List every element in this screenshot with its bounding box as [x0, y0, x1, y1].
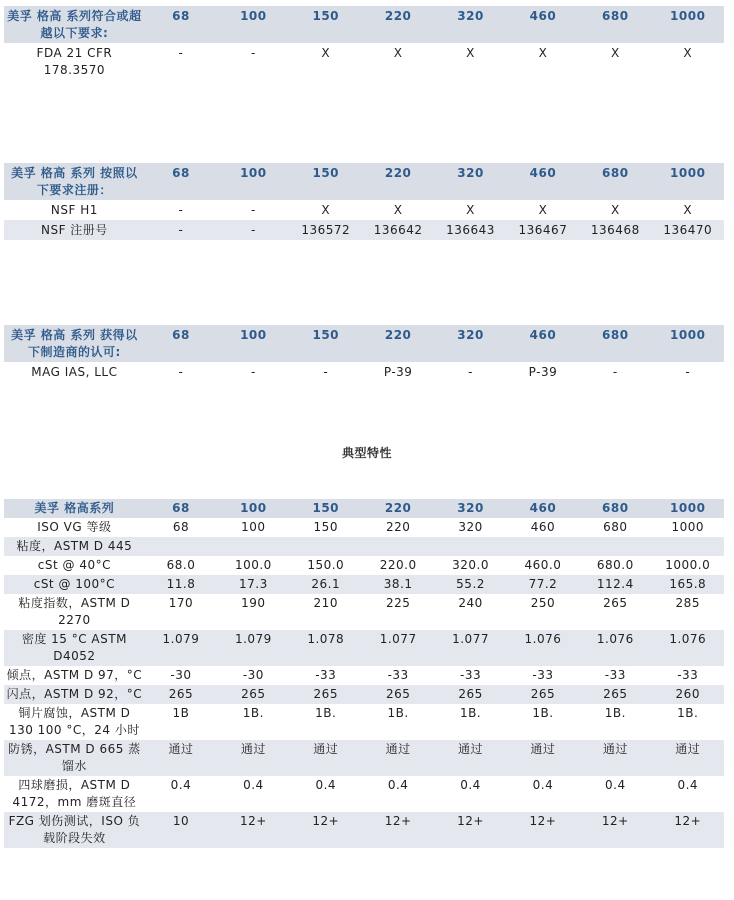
- row-label: 四球磨损，ASTM D 4172，mm 磨斑直径: [12, 778, 137, 809]
- cell: 通过: [458, 742, 484, 756]
- grade-header: 100: [240, 501, 267, 515]
- cell: 136467: [518, 223, 568, 237]
- grade-header: 100: [240, 328, 267, 342]
- cell: X: [466, 46, 475, 60]
- cell: 12+: [529, 814, 557, 828]
- row-label: ISO VG 等级: [37, 520, 112, 534]
- row-label: 倾点，ASTM D 97，°C: [6, 668, 143, 682]
- table-row: [4, 630, 724, 666]
- cell: 1B.: [532, 706, 554, 720]
- cell: [652, 537, 724, 556]
- cell: -: [468, 365, 473, 379]
- cell: 320: [458, 520, 483, 534]
- cell: X: [683, 46, 693, 60]
- table-row: [4, 666, 724, 685]
- cell: 190: [241, 596, 266, 610]
- grade-header: 150: [312, 166, 340, 180]
- cell: 12+: [312, 814, 340, 828]
- cell: 77.2: [528, 577, 558, 591]
- nsf-registration-table: [4, 163, 724, 240]
- table-row: [4, 537, 724, 556]
- grade-header: 68: [172, 9, 190, 23]
- cell: 68.0: [166, 558, 196, 572]
- cell: X: [321, 46, 331, 60]
- cell: 136572: [301, 223, 351, 237]
- cell: 250: [530, 596, 556, 610]
- table-row: [4, 43, 724, 80]
- grade-header: 220: [384, 501, 412, 515]
- cell: 1.079: [162, 632, 200, 646]
- cell: 1B.: [459, 706, 482, 720]
- cell: 1.079: [234, 632, 272, 646]
- cell: [579, 537, 651, 556]
- cell: 260: [675, 687, 700, 701]
- cell: 通过: [385, 742, 411, 756]
- row-label: FDA 21 CFR 178.3570: [36, 46, 113, 77]
- grade-header: 460: [529, 9, 557, 23]
- grade-header: 680: [602, 328, 629, 342]
- cell: -: [250, 223, 256, 237]
- cell: 1.077: [379, 632, 417, 646]
- grade-header: 220: [384, 166, 412, 180]
- grade-header: 1000: [670, 501, 706, 515]
- row-label: 闪点，ASTM D 92，°C: [6, 687, 143, 701]
- header-label: 美孚 格高 系列 获得以下制造商的认可:: [11, 328, 138, 359]
- cell: -33: [604, 668, 626, 682]
- grade-header: 68: [172, 501, 190, 515]
- cell: 0.4: [315, 778, 337, 792]
- cell: X: [610, 46, 620, 60]
- cell: 0.4: [460, 778, 481, 792]
- cell: 285: [675, 596, 700, 610]
- cell: -33: [532, 668, 554, 682]
- cell: 112.4: [596, 577, 634, 591]
- cell: -33: [677, 668, 699, 682]
- row-label: NSF 注册号: [40, 223, 108, 237]
- cell: -: [178, 365, 184, 379]
- cell: 265: [603, 687, 628, 701]
- cell: 680: [603, 520, 628, 534]
- row-label: cSt @ 100°C: [33, 577, 116, 591]
- grade-header: 320: [457, 166, 484, 180]
- row-label: FZG 划伤测试，ISO 负载阶段失效: [8, 814, 141, 845]
- cell: 265: [168, 687, 194, 701]
- grade-header: 680: [602, 501, 629, 515]
- cell: P-39: [528, 365, 558, 379]
- grade-header: 68: [172, 166, 190, 180]
- header-label: 美孚 格高 系列符合或超越以下要求:: [7, 9, 142, 40]
- cell: -: [685, 365, 691, 379]
- cell: 通过: [602, 742, 628, 756]
- cell: [290, 537, 362, 556]
- cell: X: [683, 203, 693, 217]
- cell: -30: [170, 668, 192, 682]
- grade-header: 460: [529, 166, 557, 180]
- cell: -: [178, 223, 184, 237]
- cell: P-39: [383, 365, 413, 379]
- grade-header: 1000: [670, 9, 706, 23]
- cell: 220.0: [379, 558, 417, 572]
- cell: 68: [172, 520, 190, 534]
- table-row: [4, 776, 724, 812]
- cell: 通过: [313, 742, 339, 756]
- row-label: 密度 15 °C ASTM D4052: [21, 632, 127, 663]
- cell: 0.4: [387, 778, 409, 792]
- cell: 1.078: [307, 632, 345, 646]
- cell: 1B.: [677, 706, 699, 720]
- oem-approval-table: [4, 325, 724, 382]
- table-row: [4, 220, 724, 240]
- cell: 136470: [663, 223, 713, 237]
- table-row: [4, 704, 724, 740]
- table-header-row: [4, 325, 724, 362]
- cell: -: [250, 365, 256, 379]
- cell: -: [178, 46, 184, 60]
- cell: 136643: [446, 223, 495, 237]
- cell: 320.0: [452, 558, 489, 572]
- cell: 通过: [168, 742, 194, 756]
- table-row: [4, 362, 724, 382]
- cell: 0.4: [605, 778, 626, 792]
- cell: [362, 537, 434, 556]
- cell: 1.076: [596, 632, 634, 646]
- grade-header: 460: [529, 501, 557, 515]
- table-row: [4, 685, 724, 704]
- cell: 26.1: [311, 577, 341, 591]
- cell: 1.076: [669, 632, 707, 646]
- cell: 1.076: [524, 632, 562, 646]
- cell: 55.2: [456, 577, 485, 591]
- cell: 1.077: [452, 632, 489, 646]
- cell: X: [538, 46, 548, 60]
- cell: 170: [168, 596, 194, 610]
- grade-header: 1000: [670, 166, 706, 180]
- row-label: cSt @ 40°C: [37, 558, 111, 572]
- cell: -: [178, 203, 184, 217]
- cell: 265: [458, 687, 483, 701]
- grade-header: 150: [312, 501, 340, 515]
- row-label: 粘度，ASTM D 445: [16, 539, 133, 553]
- typical-properties-table: [4, 499, 724, 848]
- cell: 0.4: [532, 778, 554, 792]
- table-row: [4, 200, 724, 220]
- cell: 12+: [239, 814, 267, 828]
- cell: X: [393, 203, 403, 217]
- cell: X: [610, 203, 620, 217]
- cell: 0.4: [170, 778, 192, 792]
- cell: 165.8: [669, 577, 707, 591]
- table-header-row: [4, 6, 724, 43]
- grade-header: 100: [240, 166, 267, 180]
- grade-header: 1000: [670, 328, 706, 342]
- cell: -: [612, 365, 618, 379]
- table-header-row: [4, 163, 724, 200]
- cell: 1000.0: [665, 558, 711, 572]
- cell: 136642: [373, 223, 423, 237]
- cell: -33: [459, 668, 482, 682]
- cell: 265: [603, 596, 628, 610]
- cell: 1B.: [387, 706, 409, 720]
- cell: 1B.: [242, 706, 264, 720]
- table-row: [4, 518, 724, 537]
- fda-compliance-table: [4, 6, 724, 80]
- row-label: NSF H1: [50, 203, 98, 217]
- cell: 通过: [530, 742, 556, 756]
- cell: -33: [315, 668, 337, 682]
- cell: 150: [313, 520, 338, 534]
- cell: 11.8: [166, 577, 196, 591]
- cell: X: [321, 203, 331, 217]
- cell: 1B.: [604, 706, 626, 720]
- cell: 100.0: [234, 558, 272, 572]
- grade-header: 680: [602, 166, 629, 180]
- table-row: [4, 575, 724, 594]
- table-row: [4, 812, 724, 848]
- cell: X: [393, 46, 403, 60]
- cell: 460: [530, 520, 556, 534]
- cell: -: [250, 203, 256, 217]
- table-row: [4, 594, 724, 630]
- cell: 265: [530, 687, 556, 701]
- cell: 460.0: [524, 558, 562, 572]
- cell: 225: [385, 596, 411, 610]
- grade-header: 150: [312, 328, 340, 342]
- row-label: 铜片腐蚀，ASTM D 130 100 °C，24 小时: [8, 706, 140, 737]
- cell: 265: [385, 687, 411, 701]
- cell: 12+: [457, 814, 484, 828]
- header-label: 美孚 格高 系列 按照以下要求注册：: [11, 166, 138, 197]
- cell: 210: [313, 596, 338, 610]
- cell: 1000: [671, 520, 705, 534]
- grade-header: 100: [240, 9, 267, 23]
- grade-header: 320: [457, 9, 484, 23]
- cell: 0.4: [243, 778, 264, 792]
- cell: -33: [387, 668, 409, 682]
- cell: 220: [385, 520, 411, 534]
- cell: X: [466, 203, 475, 217]
- table-row: [4, 556, 724, 575]
- cell: 10: [172, 814, 190, 828]
- cell: X: [538, 203, 548, 217]
- cell: 通过: [240, 742, 266, 756]
- grade-header: 320: [457, 328, 484, 342]
- cell: 680.0: [596, 558, 634, 572]
- cell: -30: [242, 668, 264, 682]
- cell: 12+: [674, 814, 702, 828]
- cell: -: [250, 46, 256, 60]
- grade-header: 460: [529, 328, 557, 342]
- row-label: 防锈，ASTM D 665 蒸馏水: [8, 742, 141, 773]
- cell: [434, 537, 506, 556]
- table-header-row: [4, 499, 724, 518]
- grade-header: 220: [384, 328, 412, 342]
- cell: 240: [458, 596, 483, 610]
- cell: 通过: [675, 742, 701, 756]
- row-label: MAG IAS, LLC: [31, 365, 118, 379]
- header-label: 美孚 格高系列: [34, 501, 115, 515]
- cell: 265: [313, 687, 338, 701]
- cell: 136468: [590, 223, 640, 237]
- cell: 150.0: [307, 558, 345, 572]
- cell: 38.1: [383, 577, 413, 591]
- grade-header: 320: [457, 501, 484, 515]
- cell: 17.3: [239, 577, 268, 591]
- cell: [507, 537, 579, 556]
- cell: 265: [241, 687, 266, 701]
- cell: [145, 537, 217, 556]
- cell: 100: [241, 520, 266, 534]
- cell: 12+: [601, 814, 629, 828]
- cell: 0.4: [677, 778, 699, 792]
- grade-header: 220: [384, 9, 412, 23]
- table-row: [4, 740, 724, 776]
- row-label: 粘度指数，ASTM D 2270: [18, 596, 131, 627]
- grade-header: 680: [602, 9, 629, 23]
- grade-header: 68: [172, 328, 190, 342]
- cell: 1B.: [315, 706, 337, 720]
- grade-header: 150: [312, 9, 340, 23]
- cell: -: [323, 365, 329, 379]
- section-title: 典型特性: [341, 446, 392, 460]
- cell: [217, 537, 289, 556]
- cell: 1B: [172, 706, 190, 720]
- cell: 12+: [384, 814, 412, 828]
